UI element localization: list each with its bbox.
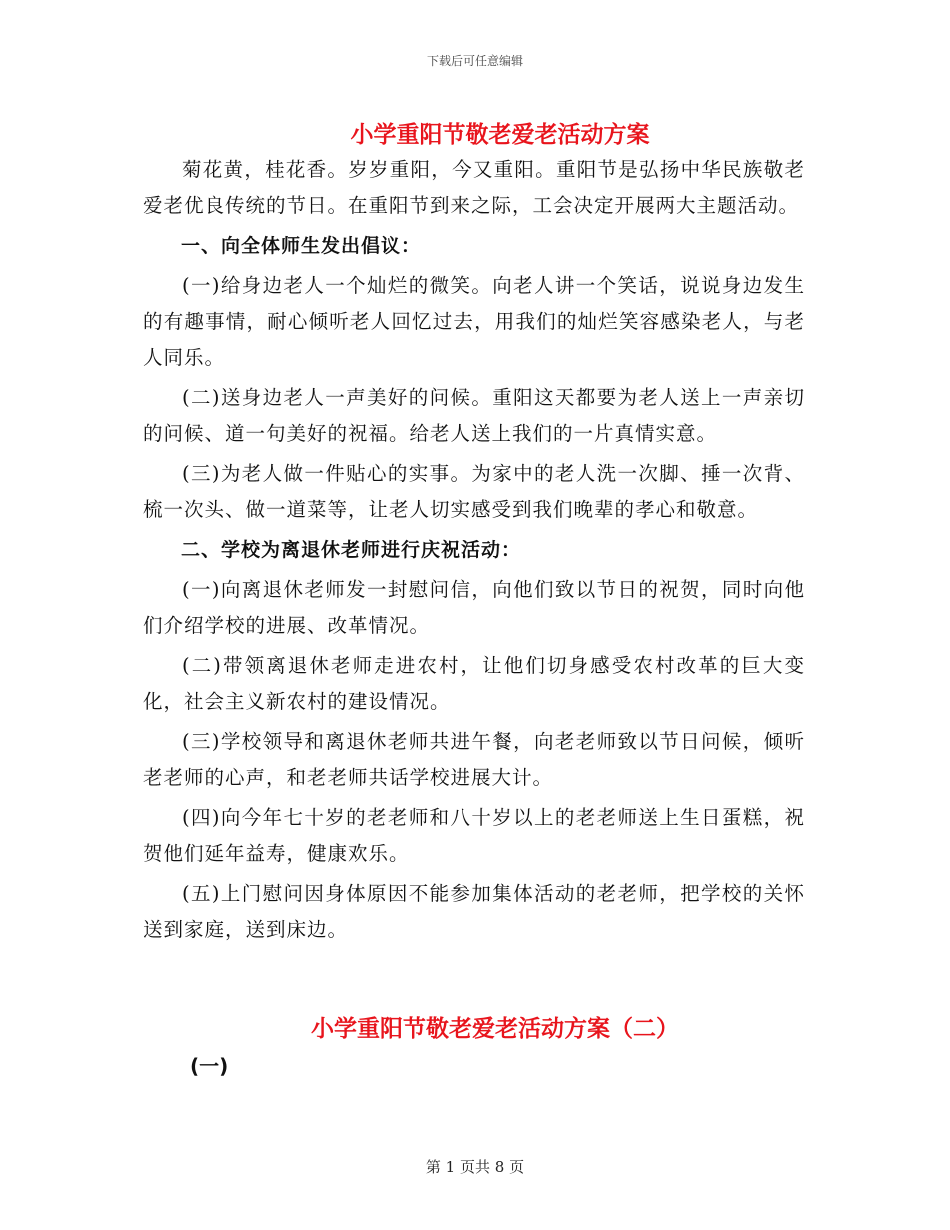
section1-item-2: (二)送身边老人一声美好的问候。重阳这天都要为老人送上一声亲切的问候、道一句美好的祝福。给老人送上我们的一片真情实意。 xyxy=(143,386,805,445)
page-footer: 第 1 页共 8 页 xyxy=(425,1158,525,1176)
section2-heading: 二、学校为离退休老师进行庆祝活动： xyxy=(181,539,522,561)
intro-paragraph: 菊花黄，桂花香。岁岁重阳，今又重阳。重阳节是弘扬中华民族敬老爱老优良传统的节日。在重阳节到来之际，工会决定开展两大主题活动。 xyxy=(143,158,805,217)
document-title: 小学重阳节敬老爱老活动方案 xyxy=(350,122,650,148)
section2-item-4: (四)向今年七十岁的老老师和八十岁以上的老老师送上生日蛋糕，祝贺他们延年益寿，健康欢乐。 xyxy=(143,806,805,865)
section2-item-3: (三)学校领导和离退休老师共进午餐，向老老师致以节日问候，倾听老老师的心声，和老老师共话学校进展大计。 xyxy=(143,730,805,789)
section2-item-1: (一)向离退休老师发一封慰问信，向他们致以节日的祝贺，同时向他们介绍学校的进展、改革情况。 xyxy=(143,578,805,637)
section1-heading: 一、向全体师生发出倡议： xyxy=(181,235,422,257)
page-header: 下载后可任意编辑 xyxy=(426,54,523,68)
section1-item-3: (三)为老人做一件贴心的实事。为家中的老人洗一次脚、捶一次背、梳一次头、做一道菜等，让老人切实感受到我们晚辈的孝心和敬意。 xyxy=(143,462,805,521)
document-body xyxy=(143,152,805,952)
section1-item-1: (一)给身边老人一个灿烂的微笑。向老人讲一个笑话，说说身边发生的有趣事情，耐心倾听老人回忆过去，用我们的灿烂笑容感染老人，与老人同乐。 xyxy=(143,274,805,369)
document-title-2: 小学重阳节敬老爱老活动方案（二） xyxy=(311,1016,679,1042)
section2-item-5: (五)上门慰问因身体原因不能参加集体活动的老老师，把学校的关怀送到家庭，送到床边。 xyxy=(143,882,805,941)
section2-item-2: (二)带领离退休老师走进农村，让他们切身感受农村改革的巨大变化，社会主义新农村的建设情况。 xyxy=(143,654,805,713)
sub-heading: (一) xyxy=(190,1054,229,1078)
